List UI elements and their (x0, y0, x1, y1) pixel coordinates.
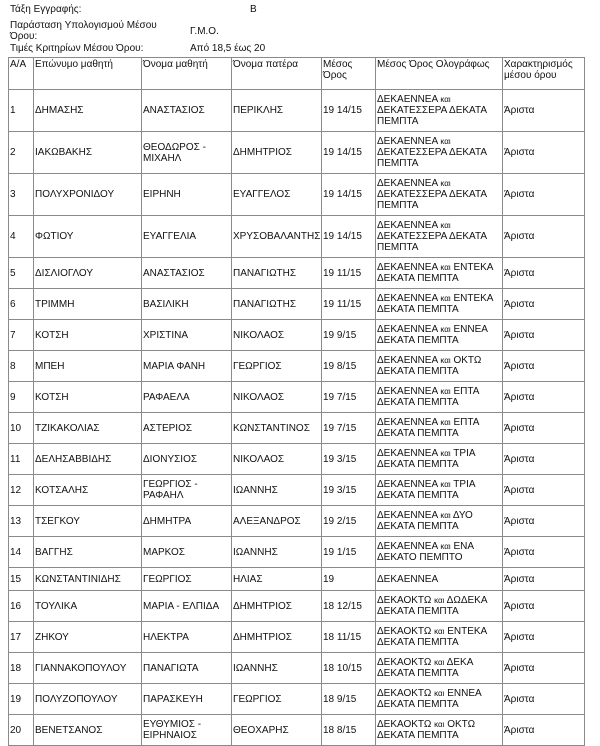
cell-father: ΓΕΩΡΓΙΟΣ (232, 351, 322, 382)
cell-name: ΓΕΩΡΓΙΟΣ (142, 568, 232, 591)
cell-name: ΠΑΝΑΓΙΩΤΑ (142, 653, 232, 684)
cell-surname: ΙΑΚΩΒΑΚΗΣ (34, 132, 142, 174)
cell-avg: 19 14/15 (322, 132, 376, 174)
cell-aa: 1 (9, 90, 34, 132)
words-integer: ΔΕΚΑΕΝΝΕΑ (377, 293, 438, 304)
table-body (9, 90, 585, 746)
cell-aa: 20 (9, 715, 34, 746)
cell-aa: 19 (9, 684, 34, 715)
words-fraction: ΔΕΚΑ ΔΕΚΑΤΑ ΠΕΜΠΤΑ (377, 657, 473, 679)
cell-avg: 18 11/15 (322, 622, 376, 653)
words-fraction: ΟΚΤΩ ΔΕΚΑΤΑ ΠΕΜΠΤΑ (377, 355, 482, 377)
cell-father: ΔΗΜΗΤΡΙΟΣ (232, 132, 322, 174)
cell-avg: 18 8/15 (322, 715, 376, 746)
cell-char: Άριστα (503, 351, 585, 382)
cell-surname: ΤΖΙΚΑΚΟΛΙΑΣ (34, 413, 142, 444)
words-conjunction: και (440, 511, 451, 520)
table-row (9, 475, 585, 506)
cell-aa: 18 (9, 653, 34, 684)
cell-aa: 10 (9, 413, 34, 444)
cell-aa: 14 (9, 537, 34, 568)
table-row (9, 506, 585, 537)
words-integer: ΔΕΚΑΕΝΝΕΑ (377, 541, 438, 552)
meta-class-row (10, 4, 310, 19)
words-fraction: ΔΕΚΑΤΕΣΣΕΡΑ ΔΕΚΑΤΑ ΠΕΜΠΤΑ (377, 231, 487, 253)
words-integer: ΔΕΚΑΕΝΝΕΑ (377, 178, 438, 189)
cell-surname: ΚΩΝΣΤΑΝΤΙΝΙΔΗΣ (34, 568, 142, 591)
cell-surname: ΚΟΤΣΑΛΗΣ (34, 475, 142, 506)
cell-father: ΙΩΑΝΝΗΣ (232, 537, 322, 568)
meta-criteria-row (10, 43, 310, 57)
report-meta (10, 4, 310, 57)
cell-avg: 19 3/15 (322, 444, 376, 475)
cell-surname: ΠΟΛΥΧΡΟΝΙΔΟΥ (34, 174, 142, 216)
table-header-row (9, 58, 585, 90)
words-integer: ΔΕΚΑΕΝΝΕΑ (377, 510, 438, 521)
words-fraction: ΕΝΤΕΚΑ ΔΕΚΑΤΑ ΠΕΜΠΤΑ (377, 262, 493, 284)
cell-name: ΒΑΣΙΛΙΚΗ (142, 289, 232, 320)
cell-surname: ΚΟΤΣΗ (34, 320, 142, 351)
cell-words (376, 351, 503, 382)
header-name: Όνομα μαθητή (142, 58, 232, 90)
header-father: Όνομα πατέρα (232, 58, 322, 90)
cell-words (376, 591, 503, 622)
cell-name: ΑΣΤΕΡΙΟΣ (142, 413, 232, 444)
table-row (9, 653, 585, 684)
cell-father: ΠΑΝΑΓΙΩΤΗΣ (232, 289, 322, 320)
words-conjunction: και (440, 387, 451, 396)
cell-name: ΓΕΩΡΓΙΟΣ - ΡΑΦΑΗΛ (142, 475, 232, 506)
cell-surname: ΖΗΚΟΥ (34, 622, 142, 653)
cell-surname: ΒΕΝΕΤΣΑΝΟΣ (34, 715, 142, 746)
cell-char: Άριστα (503, 444, 585, 475)
cell-words (376, 537, 503, 568)
words-integer: ΔΕΚΑΕΝΝΕΑ (377, 94, 438, 105)
words-conjunction: και (440, 542, 451, 551)
cell-char: Άριστα (503, 568, 585, 591)
cell-surname: ΔΕΛΗΣΑΒΒΙΔΗΣ (34, 444, 142, 475)
cell-name: ΜΑΡΙΑ - ΕΛΠΙΔΑ (142, 591, 232, 622)
cell-words (376, 653, 503, 684)
header-words: Μέσος Όρος Ολογράφως (376, 58, 503, 90)
cell-father: ΚΩΝΣΤΑΝΤΙΝΟΣ (232, 413, 322, 444)
words-fraction: ΔΥΟ ΔΕΚΑΤΑ ΠΕΜΠΤΑ (377, 510, 473, 532)
cell-aa: 3 (9, 174, 34, 216)
cell-char: Άριστα (503, 537, 585, 568)
table-row (9, 289, 585, 320)
cell-father: ΠΑΝΑΓΙΩΤΗΣ (232, 258, 322, 289)
cell-name: ΠΑΡΑΣΚΕΥΗ (142, 684, 232, 715)
table-row (9, 382, 585, 413)
cell-words (376, 382, 503, 413)
cell-name: ΕΥΑΓΓΕΛΙΑ (142, 216, 232, 258)
cell-father: ΙΩΑΝΝΗΣ (232, 475, 322, 506)
cell-father: ΗΛΙΑΣ (232, 568, 322, 591)
words-integer: ΔΕΚΑΕΝΝΕΑ (377, 479, 438, 490)
cell-father: ΓΕΩΡΓΙΟΣ (232, 684, 322, 715)
cell-words (376, 413, 503, 444)
cell-avg: 19 7/15 (322, 382, 376, 413)
words-conjunction: και (434, 689, 445, 698)
table-row (9, 174, 585, 216)
table-row (9, 622, 585, 653)
cell-surname: ΠΟΛΥΖΟΠΟΥΛΟΥ (34, 684, 142, 715)
cell-father: ΘΕΟΧΑΡΗΣ (232, 715, 322, 746)
cell-father: ΔΗΜΗΤΡΙΟΣ (232, 622, 322, 653)
words-fraction: ΔΩΔΕΚΑ ΔΕΚΑΤΑ ΠΕΜΠΤΑ (377, 595, 487, 617)
cell-father: ΝΙΚΟΛΑΟΣ (232, 382, 322, 413)
words-integer: ΔΕΚΑΕΝΝΕΑ (377, 262, 438, 273)
meta-class-label: Τάξη Εγγραφής: (10, 4, 82, 15)
words-fraction: ΤΡΙΑ ΔΕΚΑΤΑ ΠΕΜΠΤΑ (377, 448, 475, 470)
cell-name: ΔΗΜΗΤΡΑ (142, 506, 232, 537)
cell-name: ΑΝΑΣΤΑΣΙΟΣ (142, 90, 232, 132)
cell-avg: 19 8/15 (322, 351, 376, 382)
words-conjunction: και (434, 720, 445, 729)
cell-words (376, 174, 503, 216)
table-row (9, 591, 585, 622)
cell-words (376, 715, 503, 746)
cell-char: Άριστα (503, 684, 585, 715)
words-fraction: ΕΝΑ ΔΕΚΑΤΟ ΠΕΜΠΤΟ (377, 541, 474, 563)
cell-char: Άριστα (503, 506, 585, 537)
words-conjunction: και (440, 449, 451, 458)
cell-father: ΠΕΡΙΚΛΗΣ (232, 90, 322, 132)
cell-avg: 19 (322, 568, 376, 591)
cell-aa: 13 (9, 506, 34, 537)
meta-criteria-label: Τιμές Κριτηρίων Μέσου Όρου: (10, 43, 144, 54)
cell-surname: ΓΙΑΝΝΑΚΟΠΟΥΛΟΥ (34, 653, 142, 684)
words-fraction: ΤΡΙΑ ΔΕΚΑΤΑ ΠΕΜΠΤΑ (377, 479, 475, 501)
cell-char: Άριστα (503, 90, 585, 132)
cell-name: ΗΛΕΚΤΡΑ (142, 622, 232, 653)
words-fraction: ΕΝΤΕΚΑ ΔΕΚΑΤΑ ΠΕΜΠΤΑ (377, 293, 493, 315)
cell-father: ΝΙΚΟΛΑΟΣ (232, 444, 322, 475)
cell-father: ΔΗΜΗΤΡΙΟΣ (232, 591, 322, 622)
cell-avg: 19 11/15 (322, 258, 376, 289)
cell-surname: ΤΣΕΓΚΟΥ (34, 506, 142, 537)
cell-aa: 15 (9, 568, 34, 591)
words-conjunction: και (440, 263, 451, 272)
cell-name: ΡΑΦΑΕΛΑ (142, 382, 232, 413)
words-integer: ΔΕΚΑΕΝΝΕΑ (377, 136, 438, 147)
cell-name: ΘΕΟΔΩΡΟΣ - ΜΙΧΑΗΛ (142, 132, 232, 174)
cell-char: Άριστα (503, 715, 585, 746)
cell-words (376, 258, 503, 289)
words-integer: ΔΕΚΑΕΝΝΕΑ (377, 417, 438, 428)
cell-aa: 11 (9, 444, 34, 475)
cell-words (376, 132, 503, 174)
cell-words (376, 320, 503, 351)
words-integer: ΔΕΚΑΟΚΤΩ (377, 688, 432, 699)
meta-calc-label: Παράσταση Υπολογισμού Μέσου Όρου: (10, 20, 157, 42)
cell-avg: 19 14/15 (322, 174, 376, 216)
header-avg: Μέσος Όρος (322, 58, 376, 90)
cell-avg: 18 10/15 (322, 653, 376, 684)
cell-avg: 19 1/15 (322, 537, 376, 568)
cell-aa: 2 (9, 132, 34, 174)
meta-calc-row (10, 19, 310, 43)
cell-aa: 7 (9, 320, 34, 351)
words-integer: ΔΕΚΑΕΝΝΕΑ (377, 573, 439, 585)
cell-char: Άριστα (503, 258, 585, 289)
words-conjunction: και (440, 356, 451, 365)
words-conjunction: και (434, 627, 445, 636)
cell-char: Άριστα (503, 591, 585, 622)
words-fraction: ΟΚΤΩ ΔΕΚΑΤΑ ΠΕΜΠΤΑ (377, 719, 476, 741)
cell-avg: 19 14/15 (322, 216, 376, 258)
cell-surname: ΔΗΜΑΣΗΣ (34, 90, 142, 132)
cell-surname: ΜΠΕΗ (34, 351, 142, 382)
cell-father: ΙΩΑΝΝΗΣ (232, 653, 322, 684)
cell-avg: 18 9/15 (322, 684, 376, 715)
cell-name: ΕΙΡΗΝΗ (142, 174, 232, 216)
header-surname: Επώνυμο μαθητή (34, 58, 142, 90)
cell-father: ΝΙΚΟΛΑΟΣ (232, 320, 322, 351)
words-fraction: ΕΝΝΕΑ ΔΕΚΑΤΑ ΠΕΜΠΤΑ (377, 324, 488, 346)
cell-char: Άριστα (503, 289, 585, 320)
table-row (9, 132, 585, 174)
words-integer: ΔΕΚΑΕΝΝΕΑ (377, 220, 438, 231)
cell-name: ΜΑΡΚΟΣ (142, 537, 232, 568)
table-row (9, 444, 585, 475)
words-conjunction: και (440, 137, 451, 146)
cell-words (376, 444, 503, 475)
cell-aa: 9 (9, 382, 34, 413)
words-integer: ΔΕΚΑΕΝΝΕΑ (377, 386, 438, 397)
cell-surname: ΔΙΣΛΙΟΓΛΟΥ (34, 258, 142, 289)
header-char: Χαρακτηρισμός μέσου όρου (503, 58, 585, 90)
table-row (9, 684, 585, 715)
table-row (9, 90, 585, 132)
words-conjunction: και (434, 596, 445, 605)
words-fraction: ΔΕΚΑΤΕΣΣΕΡΑ ΔΕΚΑΤΑ ΠΕΜΠΤΑ (377, 105, 487, 127)
cell-avg: 18 12/15 (322, 591, 376, 622)
cell-char: Άριστα (503, 413, 585, 444)
cell-name: ΜΑΡΙΑ ΦΑΝΗ (142, 351, 232, 382)
cell-avg: 19 3/15 (322, 475, 376, 506)
words-conjunction: και (440, 221, 451, 230)
meta-class-value: Β (250, 4, 257, 15)
words-fraction: ΕΠΤΑ ΔΕΚΑΤΑ ΠΕΜΠΤΑ (377, 417, 479, 439)
cell-words (376, 475, 503, 506)
cell-words (376, 90, 503, 132)
cell-father: ΕΥΑΓΓΕΛΟΣ (232, 174, 322, 216)
table-row (9, 413, 585, 444)
words-conjunction: και (434, 658, 445, 667)
cell-char: Άριστα (503, 622, 585, 653)
cell-char: Άριστα (503, 132, 585, 174)
table-row (9, 320, 585, 351)
grades-table (8, 57, 585, 746)
cell-aa: 17 (9, 622, 34, 653)
words-conjunction: και (440, 95, 451, 104)
cell-name: ΑΝΑΣΤΑΣΙΟΣ (142, 258, 232, 289)
table-row (9, 715, 585, 746)
cell-aa: 4 (9, 216, 34, 258)
words-fraction: ΕΝΤΕΚΑ ΔΕΚΑΤΑ ΠΕΜΠΤΑ (377, 626, 487, 648)
cell-words (376, 622, 503, 653)
table-row (9, 258, 585, 289)
cell-char: Άριστα (503, 653, 585, 684)
words-integer: ΔΕΚΑΕΝΝΕΑ (377, 324, 438, 335)
cell-surname: ΦΩΤΙΟΥ (34, 216, 142, 258)
cell-aa: 6 (9, 289, 34, 320)
cell-avg: 19 2/15 (322, 506, 376, 537)
cell-avg: 19 14/15 (322, 90, 376, 132)
cell-char: Άριστα (503, 475, 585, 506)
words-integer: ΔΕΚΑΟΚΤΩ (377, 657, 432, 668)
cell-aa: 16 (9, 591, 34, 622)
cell-surname: ΒΑΓΓΗΣ (34, 537, 142, 568)
cell-words (376, 506, 503, 537)
cell-char: Άριστα (503, 320, 585, 351)
cell-words (376, 684, 503, 715)
meta-criteria-value: Από 18,5 έως 20 (190, 43, 266, 54)
cell-avg: 19 11/15 (322, 289, 376, 320)
words-fraction: ΕΝΝΕΑ ΔΕΚΑΤΑ ΠΕΜΠΤΑ (377, 688, 482, 710)
words-conjunction: και (440, 294, 451, 303)
cell-avg: 19 7/15 (322, 413, 376, 444)
cell-father: ΑΛΕΞΑΝΔΡΟΣ (232, 506, 322, 537)
cell-words (376, 289, 503, 320)
cell-surname: ΤΡΙΜΜΗ (34, 289, 142, 320)
cell-aa: 12 (9, 475, 34, 506)
meta-calc-value: Γ.Μ.Ο. (190, 25, 219, 37)
table-row (9, 351, 585, 382)
words-fraction: ΔΕΚΑΤΕΣΣΕΡΑ ΔΕΚΑΤΑ ΠΕΜΠΤΑ (377, 189, 487, 211)
cell-surname: ΚΟΤΣΗ (34, 382, 142, 413)
cell-char: Άριστα (503, 174, 585, 216)
words-integer: ΔΕΚΑΕΝΝΕΑ (377, 355, 438, 366)
words-integer: ΔΕΚΑΟΚΤΩ (377, 626, 432, 637)
cell-aa: 5 (9, 258, 34, 289)
cell-father: ΧΡΥΣΟΒΑΛΑΝΤΗΣ (232, 216, 322, 258)
cell-avg: 19 9/15 (322, 320, 376, 351)
cell-char: Άριστα (503, 382, 585, 413)
header-aa: Α/Α (9, 58, 34, 90)
words-conjunction: και (440, 325, 451, 334)
words-fraction: ΔΕΚΑΤΕΣΣΕΡΑ ΔΕΚΑΤΑ ΠΕΜΠΤΑ (377, 147, 487, 169)
words-integer: ΔΕΚΑΕΝΝΕΑ (377, 448, 438, 459)
cell-words (376, 216, 503, 258)
words-conjunction: και (440, 480, 451, 489)
words-fraction: ΕΠΤΑ ΔΕΚΑΤΑ ΠΕΜΠΤΑ (377, 386, 479, 408)
table-row (9, 537, 585, 568)
table-row (9, 568, 585, 591)
words-integer: ΔΕΚΑΟΚΤΩ (377, 719, 432, 730)
cell-surname: ΤΟΥΛΙΚΑ (34, 591, 142, 622)
table-row (9, 216, 585, 258)
cell-name: ΔΙΟΝΥΣΙΟΣ (142, 444, 232, 475)
words-integer: ΔΕΚΑΟΚΤΩ (377, 595, 432, 606)
cell-name: ΕΥΘΥΜΙΟΣ - ΕΙΡΗΝΑΙΟΣ (142, 715, 232, 746)
cell-words (376, 568, 503, 591)
cell-name: ΧΡΙΣΤΙΝΑ (142, 320, 232, 351)
cell-aa: 8 (9, 351, 34, 382)
cell-char: Άριστα (503, 216, 585, 258)
words-conjunction: και (440, 179, 451, 188)
words-conjunction: και (440, 418, 451, 427)
